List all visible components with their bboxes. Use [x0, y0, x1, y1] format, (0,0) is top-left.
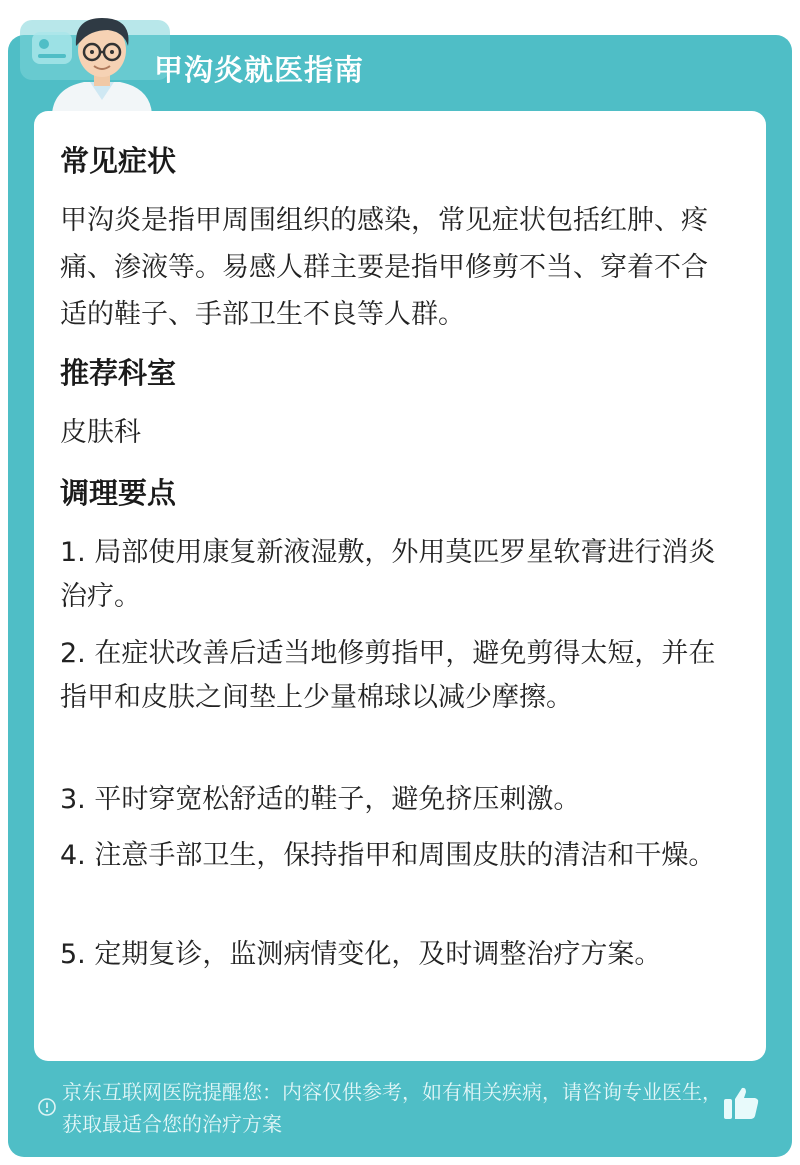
page-title: 甲沟炎就医指南 [154, 53, 365, 87]
care-item-4: 4. 注意手部卫生，保持指甲和周围皮肤的清洁和干燥。 [60, 840, 716, 871]
care-item-3: 3. 平时穿宽松舒适的鞋子，避免挤压刺激。 [60, 784, 581, 815]
thumbs-up-icon[interactable] [722, 1085, 760, 1121]
department-title: 推荐科室 [60, 356, 177, 390]
footer-disclaimer: 京东互联网医院提醒您：内容仅供参考，如有相关疾病，请咨询专业医生，获取最适合您的治疗方案 [62, 1080, 722, 1136]
care-item-1: 1. 局部使用康复新液湿敷，外用莫匹罗星软膏进行消炎治疗。 [60, 537, 716, 612]
doctor-avatar-icon [44, 8, 160, 114]
department-text: 皮肤科 [60, 417, 141, 448]
care-item-2: 2. 在症状改善后适当地修剪指甲，避免剪得太短，并在指甲和皮肤之间垫上少量棉球以减少摩擦。 [60, 638, 716, 713]
care-item-5: 5. 定期复诊，监测病情变化，及时调整治疗方案。 [60, 939, 662, 970]
symptoms-title: 常见症状 [60, 144, 177, 178]
content-card [34, 111, 766, 1061]
care-title: 调理要点 [60, 476, 177, 510]
symptoms-text: 甲沟炎是指甲周围组织的感染，常见症状包括红肿、疼痛、渗液等。易感人群主要是指甲修剪不当、穿着不合适的鞋子、手部卫生不良等人群。 [60, 205, 708, 330]
info-icon [37, 1097, 57, 1117]
